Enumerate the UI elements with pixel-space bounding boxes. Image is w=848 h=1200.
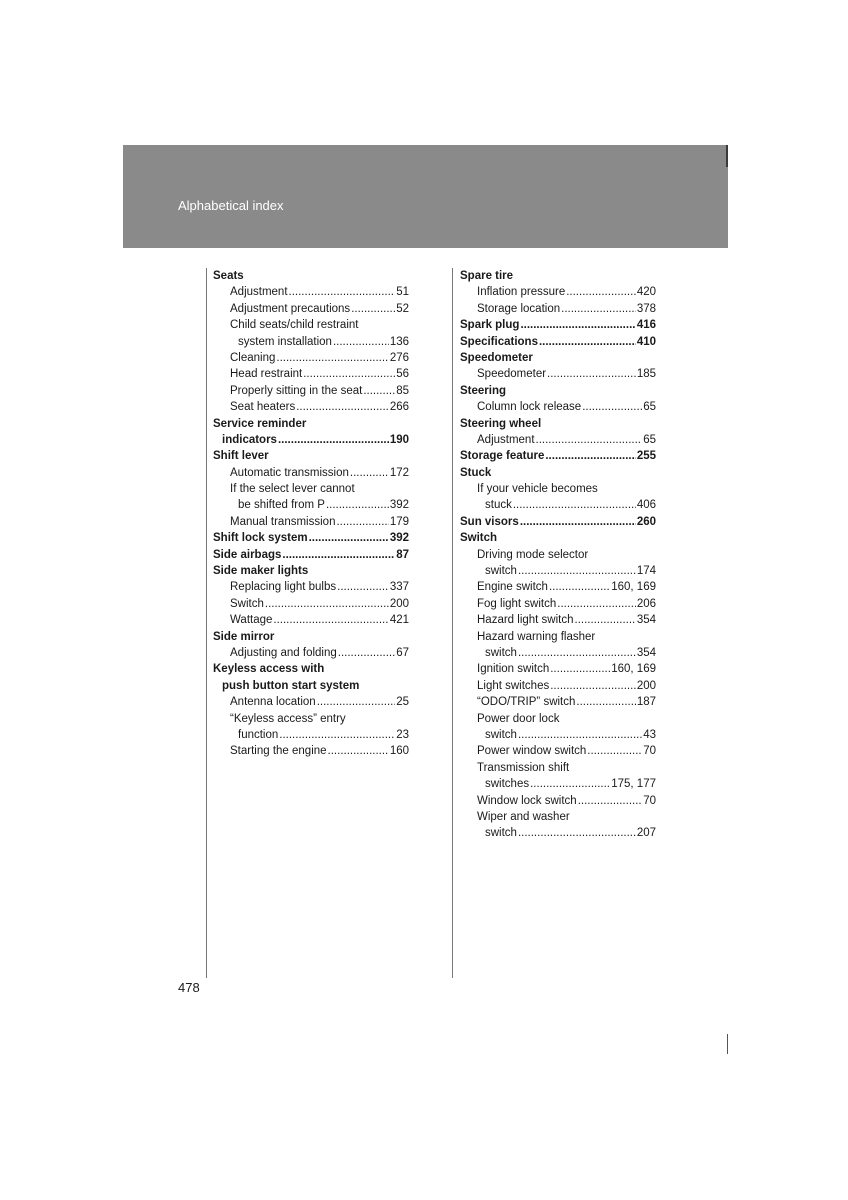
index-entry (460, 317, 656, 333)
index-entry (213, 432, 409, 448)
dot-leader (520, 514, 636, 530)
index-entry-page: 43 (643, 728, 656, 741)
index-entry-label: push button start system (222, 679, 360, 692)
index-entry-page: 190 (389, 433, 409, 446)
index-entry-label: Sun visors (460, 515, 519, 528)
index-entry (460, 694, 656, 710)
index-entry-label: Steering (460, 384, 507, 397)
index-entry (213, 530, 409, 546)
index-entry (460, 776, 656, 792)
index-entry-label: stuck (485, 499, 512, 512)
index-entry-label: Storage location (477, 302, 561, 315)
index-entry-label: Manual transmission (230, 515, 336, 528)
index-entry (213, 317, 409, 333)
dot-leader (265, 596, 389, 612)
index-entry-label: indicators (222, 433, 277, 446)
index-entry-label: Driving mode selector (477, 548, 589, 561)
index-entry (213, 727, 409, 743)
index-entry-page: 276 (389, 351, 409, 364)
dot-leader (278, 432, 389, 448)
dot-leader (363, 383, 395, 399)
column-divider-left (206, 268, 207, 978)
index-entry (213, 366, 409, 382)
index-entry-label: Side airbags (213, 548, 282, 561)
index-entry (213, 612, 409, 628)
index-entry-page: 200 (389, 597, 409, 610)
index-entry-label: Storage feature (460, 450, 545, 463)
index-entry (460, 432, 656, 448)
index-entry-label: Starting the engine (230, 745, 327, 758)
index-entry-page: 266 (389, 401, 409, 414)
index-entry-label: Wiper and washer (477, 810, 570, 823)
index-entry-page: 174 (636, 565, 656, 578)
index-entry-label: Speedometer (460, 351, 533, 364)
index-entry (460, 793, 656, 809)
index-entry-page: 206 (636, 597, 656, 610)
index-entry-label: Head restraint (230, 368, 303, 381)
page-number: 478 (178, 980, 200, 995)
dot-leader (333, 334, 389, 350)
index-entry (460, 465, 656, 481)
index-entry-label: system installation (238, 335, 332, 348)
section-title: Alphabetical index (178, 198, 284, 213)
index-entry-page: 255 (636, 450, 656, 463)
index-entry (460, 579, 656, 595)
index-entry (213, 497, 409, 513)
dot-leader (336, 514, 388, 530)
index-entry (460, 448, 656, 464)
index-entry (213, 711, 409, 727)
header-edge-tick (726, 145, 728, 167)
index-entry-label: be shifted from P (238, 499, 325, 512)
index-entry (460, 809, 656, 825)
index-entry-label: Power door lock (477, 712, 560, 725)
index-entry (460, 612, 656, 628)
index-entry-label: Properly sitting in the seat (230, 384, 363, 397)
index-entry (460, 350, 656, 366)
index-entry-page: 70 (643, 745, 656, 758)
index-entry-label: switch (485, 728, 517, 741)
dot-leader (350, 465, 389, 481)
index-entry (213, 678, 409, 694)
index-entry-page: 416 (636, 319, 656, 332)
index-entry-label: Adjusting and folding (230, 646, 337, 659)
index-entry-label: switch (485, 646, 517, 659)
dot-leader (303, 366, 395, 382)
dot-leader (536, 432, 643, 448)
dot-leader (549, 579, 610, 595)
dot-leader (561, 301, 636, 317)
index-entry (460, 416, 656, 432)
index-entry-page: 187 (636, 696, 656, 709)
index-entry-page: 260 (636, 515, 656, 528)
index-entry-page: 200 (636, 679, 656, 692)
index-entry (213, 579, 409, 595)
index-entry-page: 354 (636, 646, 656, 659)
index-entry (460, 366, 656, 382)
index-entry (213, 448, 409, 464)
index-entry (213, 596, 409, 612)
index-entry-page: 87 (396, 548, 409, 561)
index-entry-page: 172 (389, 466, 409, 479)
index-entry-page: 392 (389, 499, 409, 512)
index-entry-label: Automatic transmission (230, 466, 349, 479)
index-entry-label: Shift lever (213, 450, 269, 463)
index-entry-page: 25 (396, 696, 409, 709)
index-entry-label: Service reminder (213, 417, 307, 430)
index-entry (213, 514, 409, 530)
index-entry-page: 160, 169 (611, 581, 656, 594)
dot-leader (338, 645, 395, 661)
index-entry (460, 645, 656, 661)
index-entry-page: 378 (636, 302, 656, 315)
dot-leader (557, 596, 636, 612)
index-entry (460, 399, 656, 415)
index-entry-label: Seats (213, 270, 244, 282)
index-entry-label: Shift lock system (213, 532, 308, 545)
index-entry-label: Spare tire (460, 270, 514, 282)
dot-leader (309, 530, 389, 546)
index-entry-label: Specifications (460, 335, 538, 348)
dot-leader (582, 399, 642, 415)
dot-leader (576, 694, 635, 710)
index-entry-label: Ignition switch (477, 663, 550, 676)
index-entry-page: 51 (396, 286, 409, 299)
index-entry-label: Adjustment precautions (230, 302, 351, 315)
dot-leader (578, 793, 643, 809)
index-entry (460, 825, 656, 841)
index-entry-page: 160, 169 (611, 663, 656, 676)
index-entry (213, 547, 409, 563)
index-entry-page: 406 (636, 499, 656, 512)
dot-leader (520, 317, 635, 333)
index-entry-label: Engine switch (477, 581, 548, 594)
index-entry-label: Adjustment (477, 433, 535, 446)
dot-leader (296, 399, 389, 415)
index-entry-page: 392 (389, 532, 409, 545)
index-entry-label: Seat heaters (230, 401, 296, 414)
index-entry-label: switches (485, 778, 530, 791)
index-entry (460, 530, 656, 546)
index-entry (460, 547, 656, 563)
index-entry-page: 337 (389, 581, 409, 594)
dot-leader (279, 727, 395, 743)
index-entry (460, 743, 656, 759)
index-entry-label: Transmission shift (477, 761, 570, 774)
index-entry-label: Side maker lights (213, 565, 309, 578)
index-entry-label: Side mirror (213, 630, 275, 643)
index-entry-label: Fog light switch (477, 597, 557, 610)
index-entry (460, 661, 656, 677)
index-entry-label: Switch (460, 532, 498, 545)
index-entry (213, 383, 409, 399)
index-entry-page: 136 (389, 335, 409, 348)
dot-leader (518, 825, 636, 841)
dot-leader (539, 334, 636, 350)
dot-leader (547, 366, 636, 382)
index-entry (213, 301, 409, 317)
index-entry-page: 410 (636, 335, 656, 348)
column-divider-middle (452, 268, 453, 978)
index-entry (460, 727, 656, 743)
index-entry-page: 207 (636, 827, 656, 840)
page-edge-tick (727, 1034, 728, 1054)
index-entry-label: Power window switch (477, 745, 587, 758)
index-entry (213, 268, 409, 284)
index-entry (460, 334, 656, 350)
index-entry-label: Speedometer (477, 368, 547, 381)
index-entry-label: “ODO/TRIP” switch (477, 696, 576, 709)
index-entry-label: Child seats/child restraint (230, 319, 359, 332)
dot-leader (587, 743, 642, 759)
index-entry (213, 481, 409, 497)
index-entry-page: 179 (389, 515, 409, 528)
index-entry-page: 421 (389, 614, 409, 627)
index-entry (213, 743, 409, 759)
index-entry-label: Spark plug (460, 319, 520, 332)
index-entry-label: Steering wheel (460, 417, 542, 430)
dot-leader (575, 612, 636, 628)
index-entry-label: Window lock switch (477, 794, 577, 807)
index-entry-label: If the select lever cannot (230, 483, 355, 496)
index-entry-page: 52 (396, 302, 409, 315)
index-entry-label: switch (485, 827, 517, 840)
dot-leader (518, 645, 636, 661)
index-entry (213, 694, 409, 710)
dot-leader (317, 694, 396, 710)
index-entry (460, 563, 656, 579)
index-entry-label: Inflation pressure (477, 286, 566, 299)
dot-leader (282, 547, 395, 563)
index-entry-page: 85 (396, 384, 409, 397)
index-entry (213, 661, 409, 677)
index-entry-page: 65 (643, 401, 656, 414)
index-entry (460, 514, 656, 530)
index-entry-label: Switch (230, 597, 264, 610)
dot-leader (328, 743, 389, 759)
index-entry-page: 160 (389, 745, 409, 758)
index-entry-label: Hazard light switch (477, 614, 574, 627)
index-entry (460, 760, 656, 776)
index-entry (213, 563, 409, 579)
dot-leader (550, 661, 610, 677)
index-entry-page: 185 (636, 368, 656, 381)
index-entry-label: “Keyless access” entry (230, 712, 346, 725)
dot-leader (513, 497, 636, 513)
index-entry (213, 350, 409, 366)
index-entry (460, 284, 656, 300)
index-entry-page: 23 (396, 728, 409, 741)
index-column-left (213, 268, 409, 760)
dot-leader (351, 301, 395, 317)
dot-leader (326, 497, 389, 513)
dot-leader (545, 448, 635, 464)
index-entry-label: Hazard warning flasher (477, 630, 596, 643)
index-entry-page: 70 (643, 794, 656, 807)
dot-leader (276, 350, 388, 366)
dot-leader (530, 776, 610, 792)
index-entry (460, 711, 656, 727)
index-entry-page: 354 (636, 614, 656, 627)
index-entry (213, 284, 409, 300)
index-entry-label: function (238, 728, 279, 741)
index-entry (460, 481, 656, 497)
dot-leader (518, 563, 636, 579)
index-entry-label: If your vehicle becomes (477, 483, 598, 496)
index-entry-label: Cleaning (230, 351, 276, 364)
index-entry (460, 301, 656, 317)
index-entry (213, 645, 409, 661)
dot-leader (550, 678, 636, 694)
index-entry (460, 383, 656, 399)
index-entry (460, 268, 656, 284)
index-entry (213, 629, 409, 645)
index-entry (213, 399, 409, 415)
index-entry-label: Light switches (477, 679, 550, 692)
section-header-bar (123, 145, 728, 248)
index-entry (213, 465, 409, 481)
index-entry-label: Adjustment (230, 286, 288, 299)
index-column-right (460, 268, 656, 842)
dot-leader (518, 727, 642, 743)
index-entry-label: Stuck (460, 466, 492, 479)
dot-leader (273, 612, 388, 628)
dot-leader (566, 284, 636, 300)
index-entry-label: Antenna location (230, 696, 316, 709)
index-entry-label: Replacing light bulbs (230, 581, 337, 594)
index-entry-page: 56 (396, 368, 409, 381)
dot-leader (337, 579, 389, 595)
index-entry (213, 416, 409, 432)
index-entry-page: 67 (396, 646, 409, 659)
index-entry (460, 629, 656, 645)
index-entry-label: switch (485, 565, 517, 578)
index-entry-page: 65 (643, 433, 656, 446)
index-entry (460, 678, 656, 694)
index-entry-label: Keyless access with (213, 663, 325, 676)
index-entry-label: Column lock release (477, 401, 582, 414)
index-entry (213, 334, 409, 350)
index-entry (460, 596, 656, 612)
index-entry (460, 497, 656, 513)
index-entry-page: 420 (636, 286, 656, 299)
index-entry-page: 175, 177 (611, 778, 656, 791)
index-entry-label: Wattage (230, 614, 273, 627)
dot-leader (289, 284, 396, 300)
